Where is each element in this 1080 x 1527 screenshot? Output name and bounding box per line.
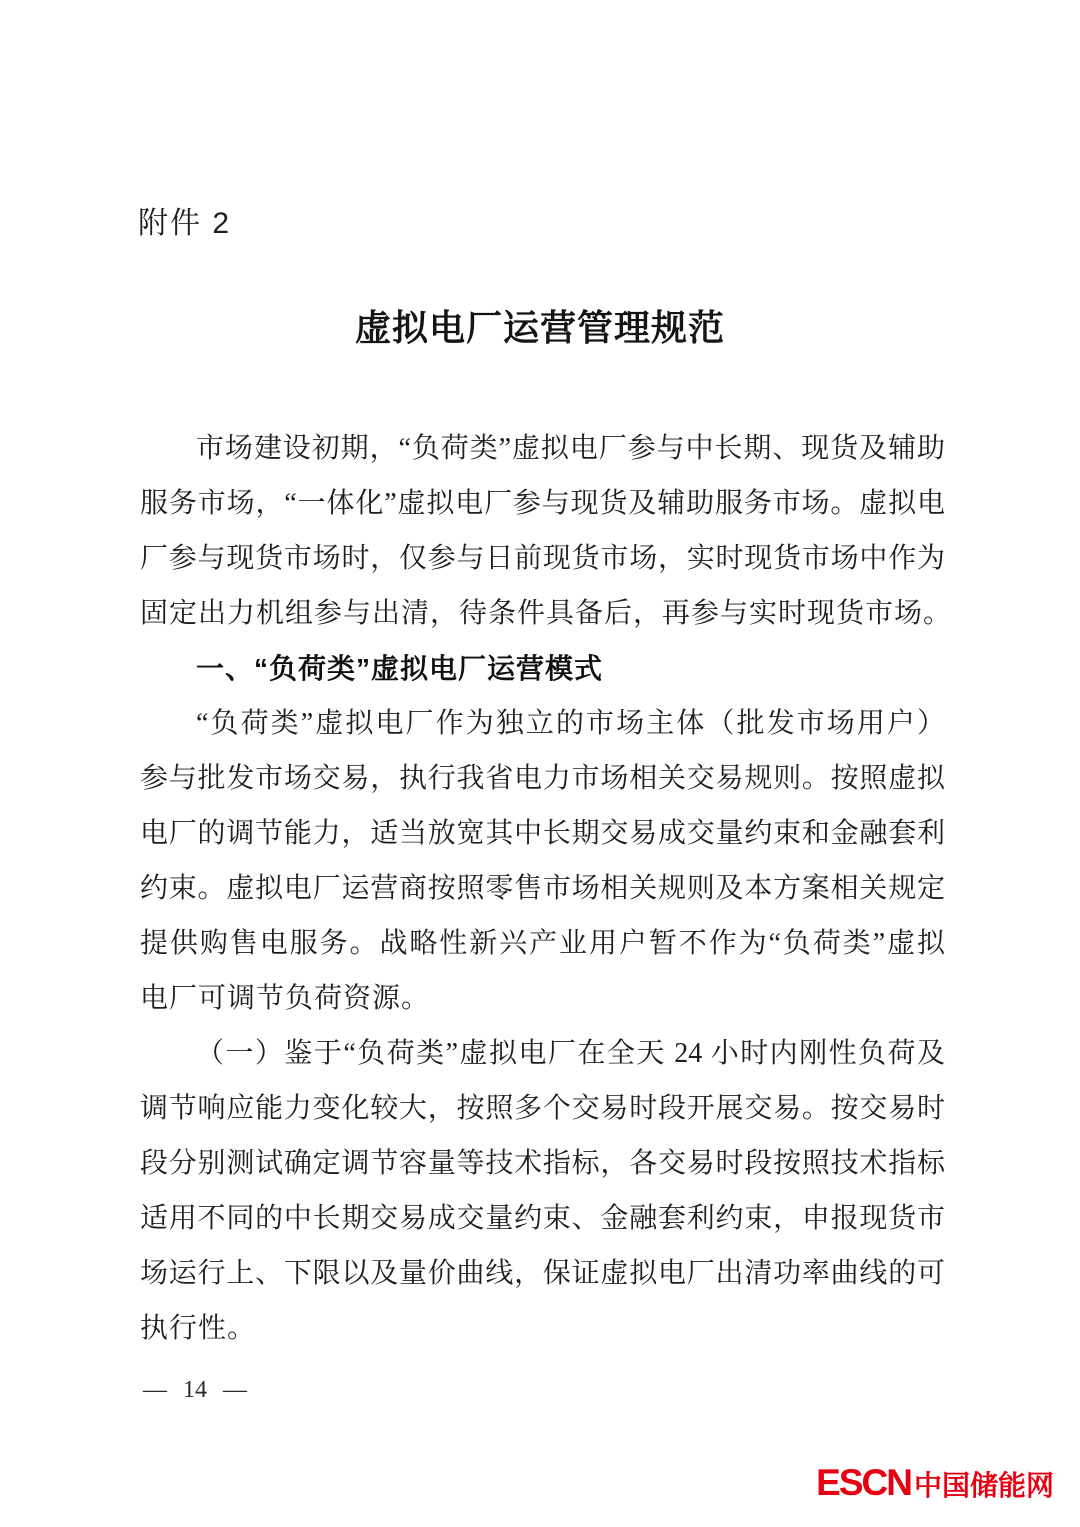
escn-logo-site-name: 中国储能网 (913, 1470, 1054, 1501)
escn-logo (816, 1464, 1054, 1501)
body-line: “负荷类”虚拟电厂作为独立的市场主体（批发市场用户） (196, 708, 945, 739)
body-line: （一）鉴于“负荷类”虚拟电厂在全天 24 小时内刚性负荷及 (196, 1038, 945, 1069)
page-title: 虚拟电厂运营管理规范 (354, 308, 725, 348)
body-line: 服务市场，“一体化”虚拟电厂参与现货及辅助服务市场。虚拟电 (140, 488, 945, 519)
document-body (140, 421, 953, 1356)
body-line: 电厂的调节能力，适当放宽其中长期交易成交量约束和金融套利 (140, 818, 945, 849)
body-line: 调节响应能力变化较大，按照多个交易时段开展交易。按交易时 (140, 1093, 945, 1124)
attachment-label: 附件 2 (138, 207, 232, 240)
body-line: 适用不同的中长期交易成交量约束、金融套利约束，申报现货市 (140, 1203, 945, 1234)
body-line: 提供购售电服务。战略性新兴产业用户暂不作为“负荷类”虚拟 (140, 928, 945, 959)
body-line: 厂参与现货市场时，仅参与日前现货市场，实时现货市场中作为 (140, 543, 945, 574)
body-line: 电厂可调节负荷资源。 (140, 983, 431, 1014)
escn-logo-latin: ESCN (816, 1462, 911, 1503)
section-heading: 一、“负荷类”虚拟电厂运营模式 (196, 653, 604, 684)
body-line: 约束。虚拟电厂运营商按照零售市场相关规则及本方案相关规定 (140, 873, 945, 904)
body-line: 固定出力机组参与出清，待条件具备后，再参与实时现货市场。 (140, 598, 953, 629)
body-line: 参与批发市场交易，执行我省电力市场相关交易规则。按照虚拟 (140, 763, 945, 794)
body-line: 市场建设初期，“负荷类”虚拟电厂参与中长期、现货及辅助 (196, 433, 945, 464)
body-line: 场运行上、下限以及量价曲线，保证虚拟电厂出清功率曲线的可 (140, 1258, 945, 1289)
body-line: 段分别测试确定调节容量等技术指标，各交易时段按照技术指标 (140, 1148, 945, 1179)
body-line: 执行性。 (140, 1313, 257, 1344)
page-number: — 14 — (143, 1377, 247, 1403)
